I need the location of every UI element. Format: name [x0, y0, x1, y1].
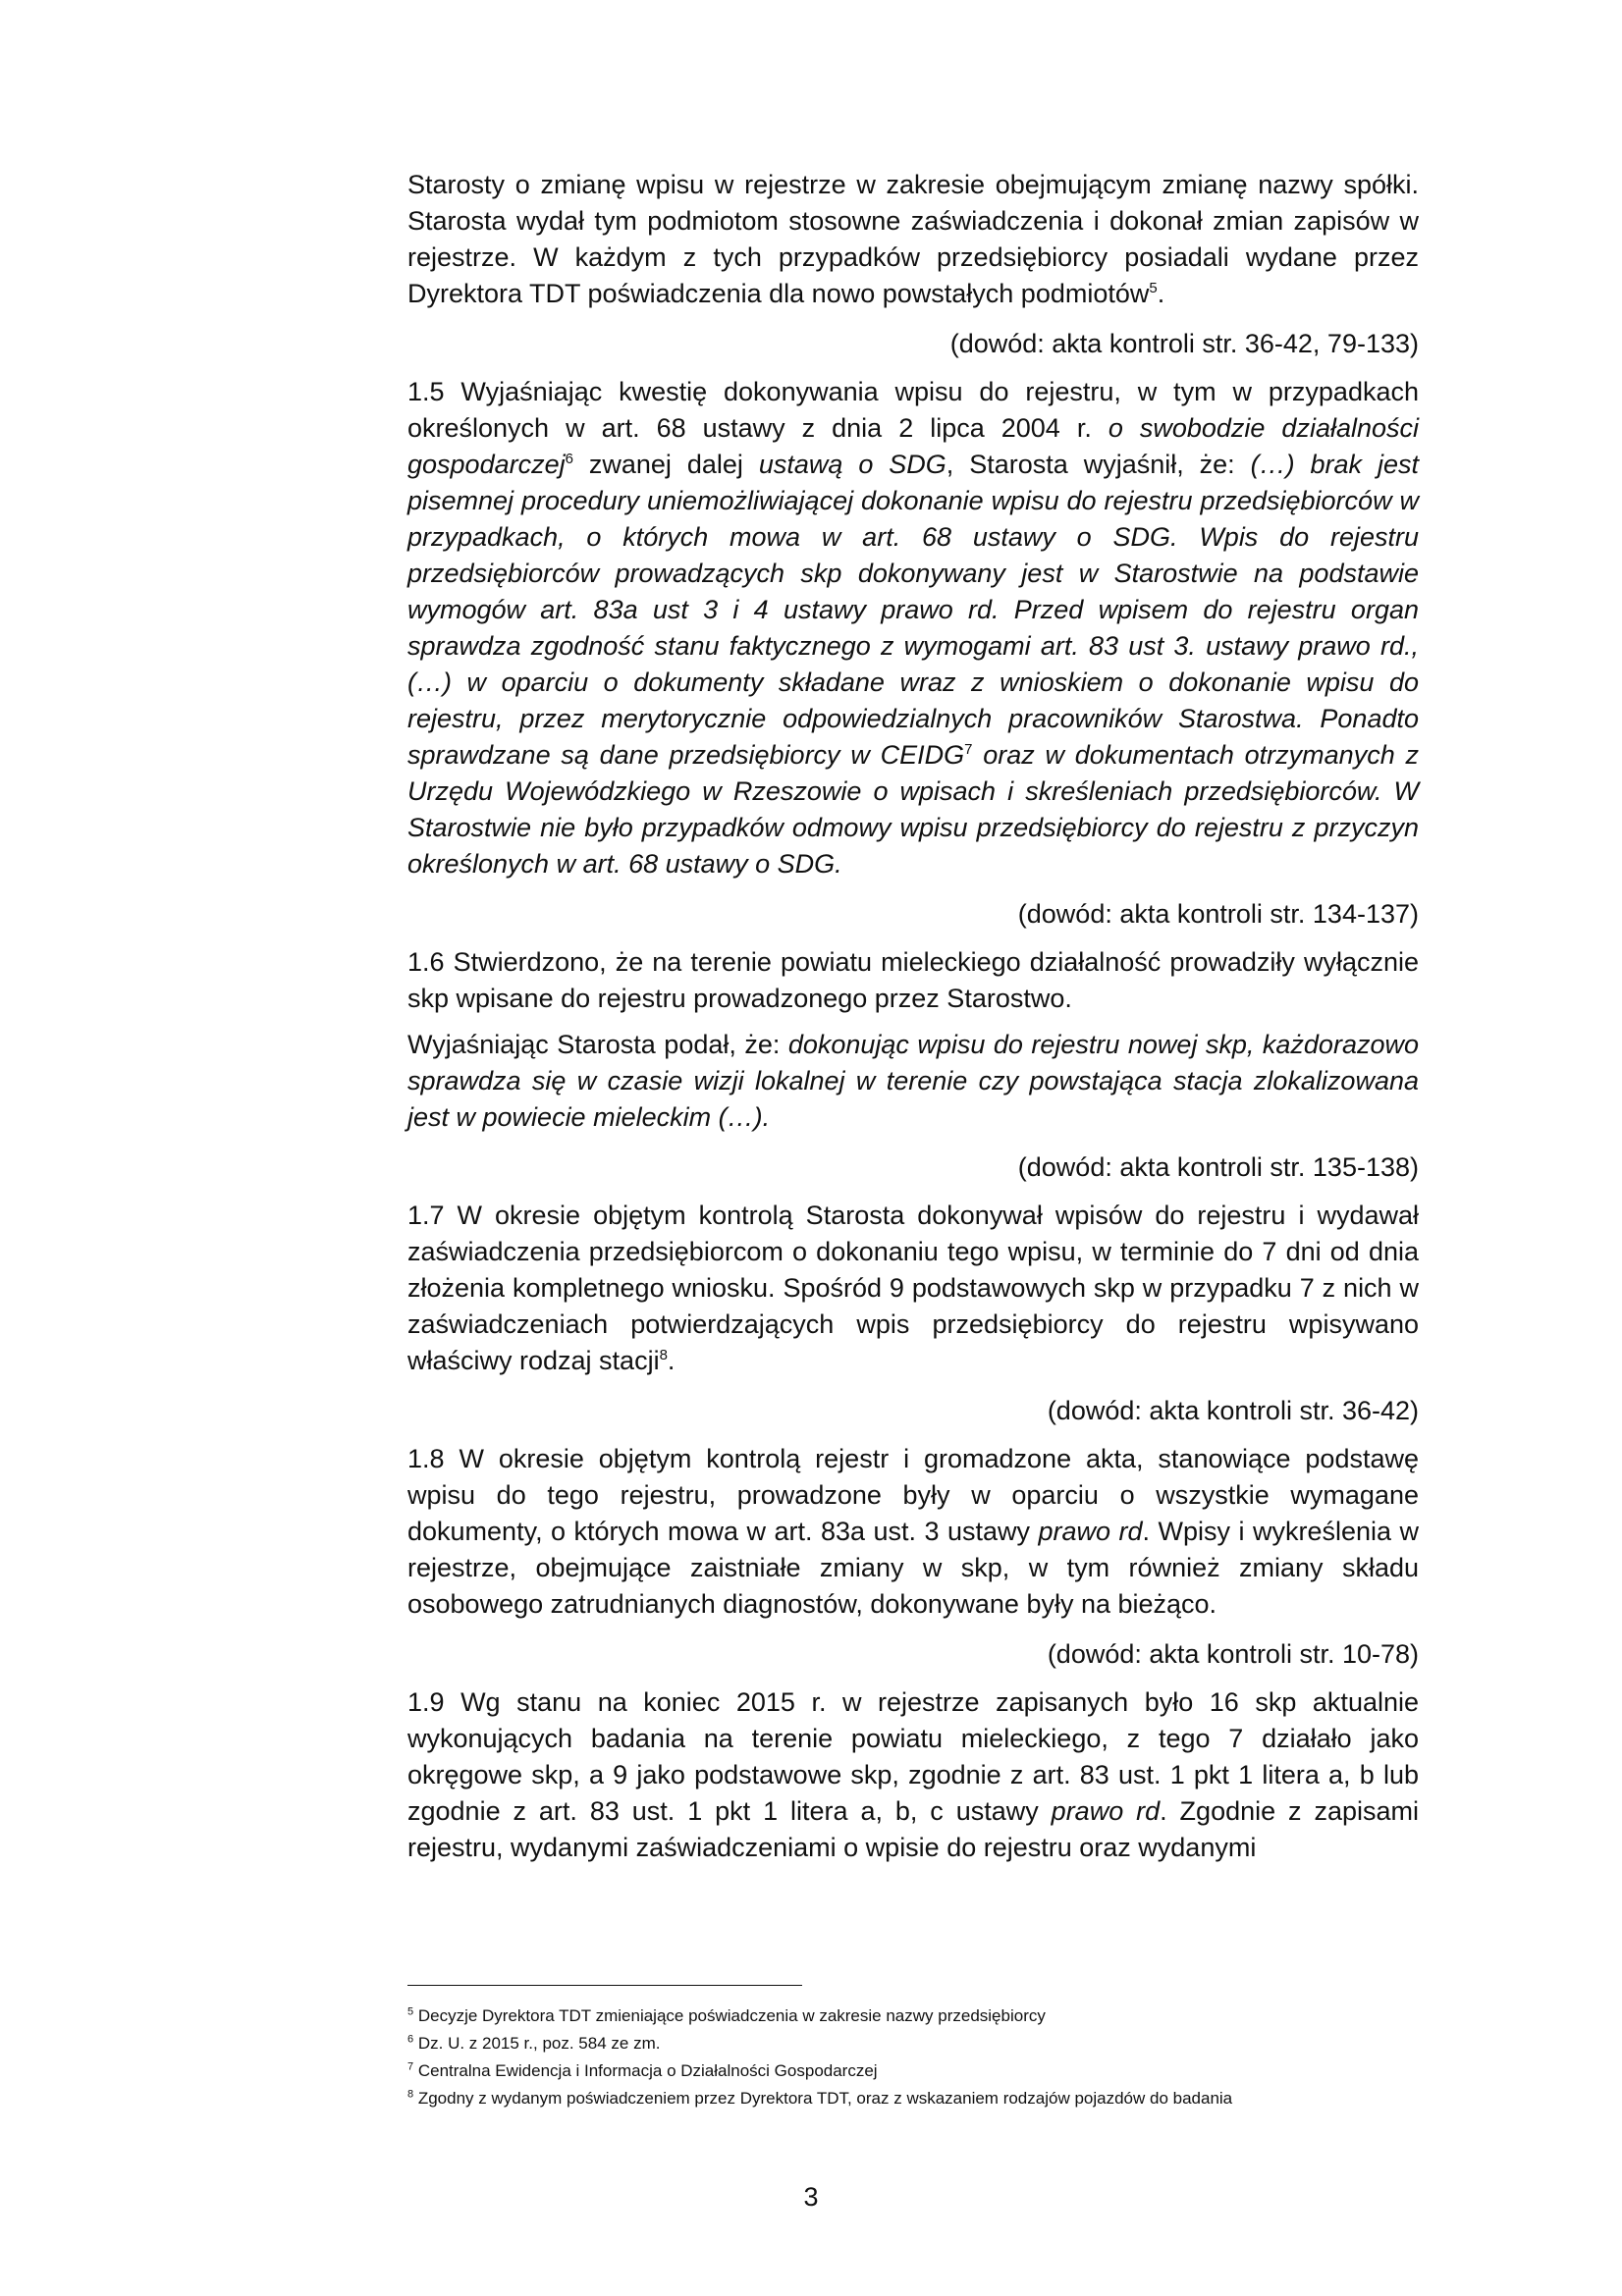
- footnote-ref: 6: [565, 451, 573, 467]
- footnote-text: Decyzje Dyrektora TDT zmieniające poświadczenia w zakresie nazwy przedsiębiorcy: [413, 2006, 1046, 2025]
- text-span: , Starosta wyjaśnił, że:: [946, 450, 1251, 479]
- text-span: 1.7 W okresie objętym kontrolą Starosta dokonywał wpisów do rejestru i wydawał zaświadczenia przedsiębiorcom o dokonaniu tego wpisu, w terminie do 7 dni od dnia złożenia kompletnego wniosku. Spośród 9 podstawowych skp w przypadku 7 z nich w zaświadczeniach potwierdzających wpis przedsiębiorcy do rejestru wpisywano właściwy rodzaj stacji: [407, 1201, 1419, 1375]
- paragraph-1-6-explanation: [407, 1027, 1419, 1136]
- footnote-text: Centralna Ewidencja i Informacja o Działalności Gospodarczej: [413, 2061, 878, 2080]
- footnote-7: [407, 2060, 1429, 2082]
- text-span: .: [1157, 279, 1165, 308]
- evidence-note: (dowód: akta kontroli str. 36-42): [1047, 1396, 1419, 1425]
- italic-quote: (…) brak jest pisemnej procedury uniemożliwiającej dokonanie wpisu do rejestru przedsiębiorców w przypadkach, o których mowa w art. 68 ustawy o SDG. Wpis do rejestru przedsiębiorców prowadzących skp dokonywany jest w Starostwie na podstawie wymogów art. 83a ust 3 i 4 ustawy prawo rd. Przed wpisem do rejestru organ sprawdza zgodność stanu faktycznego z wymogami art. 83 ust 3. ustawy prawo rd., (…) w oparciu o dokumenty składane wraz z wnioskiem o dokonanie wpisu do rejestru, przez merytorycznie odpowiedzialnych pracowników Starostwa. Ponadto sprawdzane są dane przedsiębiorcy w CEIDG: [407, 450, 1419, 770]
- footnote-number: 6: [407, 2033, 414, 2046]
- footnote-text: Zgodny z wydanym poświadczeniem przez Dyrektora TDT, oraz z wskazaniem rodzajów pojazdów do badania: [413, 2089, 1233, 2108]
- italic-quote: oraz w dokumentach otrzymanych z Urzędu Wojewódzkiego w Rzeszowie o wpisach i skreśleniach przedsiębiorców. W Starostwie nie było przypadków odmowy wpisu przedsiębiorcy do rejestru z przyczyn określonych w art. 68 ustawy o SDG.: [407, 740, 1419, 879]
- italic-span: prawo rd: [1038, 1517, 1143, 1546]
- footnotes: [407, 2005, 1429, 2115]
- footnote-ref: 7: [964, 741, 973, 758]
- text-span: Starosty o zmianę wpisu w rejestrze w zakresie obejmującym zmianę nazwy spółki. Starosta wydał tym podmiotom stosowne zaświadczenia i dokonał zmian zapisów w rejestrze. W każdym z tych przypadków przedsiębiorcy posiadali wydane przez Dyrektora TDT poświadczenia dla nowo powstałych podmiotów: [407, 170, 1419, 308]
- paragraph-1-9: [407, 1684, 1419, 1866]
- italic-quote: dokonując wpisu do rejestru nowej skp, każdorazowo sprawdza się w czasie wizji lokalnej w terenie czy powstająca stacja zlokalizowana jest w powiecie mieleckim (…).: [407, 1030, 1419, 1132]
- italic-span: ustawą o SDG: [758, 450, 946, 479]
- italic-span: o swobodzie działalności gospodarczej: [407, 413, 1419, 479]
- text-span: 1.8 W okresie objętym kontrolą rejestr i gromadzone akta, stanowiące podstawę wpisu do tego rejestru, prowadzone były w oparciu o wszystkie wymagane dokumenty, o których mowa w art. 83a ust. 3 ustawy: [407, 1444, 1419, 1546]
- paragraph-intro: [407, 167, 1419, 312]
- footnote-ref: 5: [1149, 280, 1158, 296]
- paragraph-1-6: 1.6 Stwierdzono, że na terenie powiatu mieleckiego działalność prowadziły wyłącznie skp wpisane do rejestru prowadzonego przez Starostwo.: [407, 947, 1419, 1013]
- footnote-6: [407, 2033, 1429, 2055]
- evidence-note: (dowód: akta kontroli str. 134-137): [1017, 899, 1419, 929]
- footnote-number: 8: [407, 2088, 414, 2101]
- text-span: Wyjaśniając Starosta podał, że:: [407, 1030, 788, 1059]
- page-number: 3: [803, 2182, 819, 2212]
- text-span: 1.5 Wyjaśniając kwestię dokonywania wpisu do rejestru, w tym w przypadkach określonych w art. 68 ustawy z dnia 2 lipca 2004 r.: [407, 377, 1419, 443]
- footnote-number: 7: [407, 2060, 414, 2073]
- footnote-separator: [407, 1985, 802, 1986]
- text-span: zwanej dalej: [572, 450, 759, 479]
- footnote-ref: 8: [659, 1347, 668, 1363]
- evidence-note: (dowód: akta kontroli str. 10-78): [1047, 1639, 1419, 1669]
- italic-span: prawo rd: [1051, 1796, 1161, 1826]
- paragraph-1-5: [407, 374, 1419, 882]
- paragraph-1-8: [407, 1441, 1419, 1623]
- evidence-note: (dowód: akta kontroli str. 135-138): [1017, 1152, 1419, 1182]
- paragraph-1-7: [407, 1198, 1419, 1379]
- footnote-text: Dz. U. z 2015 r., poz. 584 ze zm.: [413, 2034, 661, 2053]
- body-text: [407, 167, 1419, 1880]
- text-span: 1.9 Wg stanu na koniec 2015 r. w rejestrze zapisanych było 16 skp aktualnie wykonujących badania na terenie powiatu mieleckiego, z tego 7 działało jako okręgowe skp, a 9 jako podstawowe skp, zgodnie z art. 83 ust. 1 pkt 1 litera a, b lub zgodnie z art. 83 ust. 1 pkt 1 litera a, b, c ustawy: [407, 1687, 1419, 1826]
- text-span: .: [667, 1346, 676, 1375]
- text-span: . Wpisy i wykreślenia w rejestrze, obejmujące zaistniałe zmiany w skp, w tym również zmiany składu osobowego zatrudnianych diagnostów, dokonywane były na bieżąco.: [407, 1517, 1419, 1619]
- text-span: . Zgodnie z zapisami rejestru, wydanymi zaświadczeniami o wpisie do rejestru oraz wydanymi: [407, 1796, 1419, 1862]
- footnote-number: 5: [407, 2005, 414, 2018]
- footnote-8: [407, 2088, 1429, 2109]
- evidence-note: (dowód: akta kontroli str. 36-42, 79-133): [949, 329, 1419, 358]
- footnote-5: [407, 2005, 1429, 2027]
